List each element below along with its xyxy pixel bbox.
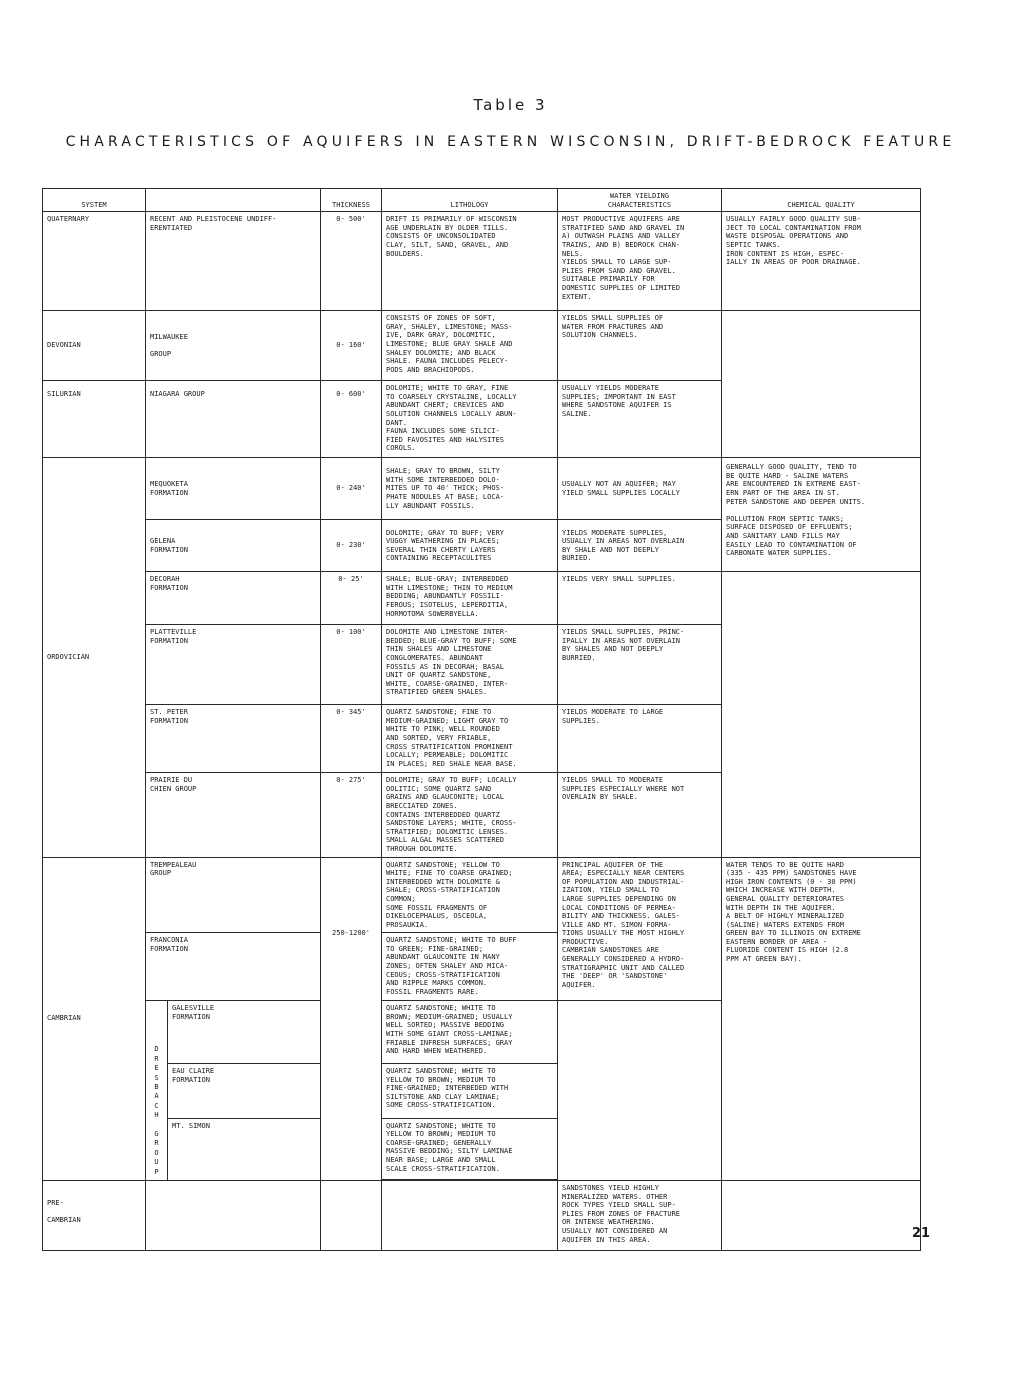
system-cell: CAMBRIAN bbox=[43, 857, 146, 1180]
header-row bbox=[43, 189, 921, 212]
header-unit bbox=[146, 189, 321, 212]
unit-cell: MILWAUKEE GROUP bbox=[146, 311, 321, 381]
chemical-cell: WATER TENDS TO BE QUITE HARD (335 - 435 PPM) SANDSTONES HAVE HIGH IRON CONTENTS (0 - 30 PPM) WHICH INCREASE WITH DEPTH. GENERAL QUALITY DETERIORATES WITH DEPTH IN THE AQUIFER. A BELT OF HIGHLY MINERALIZED (SALINE) WATERS EXTENDS FROM GREEN BAY TO ILLINOIS ON EXTREME EASTERN BORDER OF AREA - FLUORIDE CONTENT IS HIGH (2.8 PPM AT GREEN BAY). bbox=[722, 857, 921, 1180]
table-number: Table 3 bbox=[473, 96, 548, 114]
table-title: CHARACTERISTICS OF AQUIFERS IN EASTERN WISCONSIN, DRIFT-BEDROCK FEATURE bbox=[65, 134, 956, 150]
system-cell: PRE- CAMBRIAN bbox=[43, 1180, 146, 1250]
thickness-cell: 0- 230' bbox=[321, 520, 382, 572]
table-row bbox=[43, 1180, 921, 1250]
thickness-cell: 0- 500' bbox=[321, 212, 382, 311]
water-cell: PRINCIPAL AQUIFER OF THE AREA; ESPECIALLY NEAR CENTERS OF POPULATION AND INDUSTRIAL- IZATION. YIELD SMALL TO LARGE SUPPLIES DEPENDING ON LOCAL CONDITIONS OF PERMEA- BILITY AND THICKNESS. GALES- VILLE AND MT. SIMON FORMA- TIONS USUALLY THE MOST HIGHLY PRODUCTIVE. CAMBRIAN SANDSTONES ARE GENERALLY CONSIDERED A HYDRO- STRATIGRAPHIC UNIT AND CALLED THE 'DEEP' OR 'SANDSTONE' AQUIFER. bbox=[558, 857, 722, 1001]
table-row bbox=[43, 458, 921, 520]
header-thickness: THICKNESS bbox=[321, 189, 382, 212]
water-cell: USUALLY NOT AN AQUIFER; MAY YIELD SMALL SUPPLIES LOCALLY bbox=[558, 458, 722, 520]
thickness-cell: 250-1200' bbox=[321, 857, 382, 1180]
table-row bbox=[43, 212, 921, 311]
system-cell: ORDOVICIAN bbox=[43, 458, 146, 857]
lithology-cell: DOLOMITE; GRAY TO BUFF; LOCALLY OOLITIC; SOME QUARTZ SAND GRAINS AND GLAUCONITE; LOCAL BRECCIATED ZONES. CONTAINS INTERBEDDED QUARTZ SANDSTONE LAYERS; WHITE, CROSS- STRATIFIED; DOLOMITIC LENSES. SMALL ALGAL MASSES SCATTERED THROUGH DOLOMITE. bbox=[382, 773, 558, 857]
unit-cell: EAU CLAIRE FORMATION bbox=[168, 1064, 321, 1118]
thickness-cell: 0- 100' bbox=[321, 625, 382, 705]
aquifer-table bbox=[42, 188, 921, 1251]
water-cell: YIELDS SMALL SUPPLIES, PRINC- IPALLY IN AREAS NOT OVERLAIN BY SHALES AND NOT DEEPLY BURRIED. bbox=[558, 625, 722, 705]
chemical-cell bbox=[722, 572, 921, 857]
header-water-yielding: WATER YIELDING CHARACTERISTICS bbox=[558, 189, 722, 212]
thickness-cell: 0- 240' bbox=[321, 458, 382, 520]
unit-cell: PLATTEVILLE FORMATION bbox=[146, 625, 321, 705]
header-lithology: LITHOLOGY bbox=[382, 189, 558, 212]
lithology-cell: DOLOMITE; GRAY TO BUFF; VERY VUGGY WEATHERING IN PLACES; SEVERAL THIN CHERTY LAYERS CONTAINING RECEPTACULITES bbox=[382, 520, 558, 572]
lithology-cell: QUARTZ SANDSTONE; WHITE TO YELLOW TO BROWN; MEDIUM TO FINE-GRAINED; INTERBEDED WITH SILTSTONE AND CLAY LAMINAE; SOME CROSS-STRATIFICATION. bbox=[382, 1064, 558, 1118]
water-cell: YIELDS MODERATE SUPPLIES, USUALLY IN AREAS NOT OVERLAIN BY SHALE AND NOT DEEPLY BURIED. bbox=[558, 520, 722, 572]
lithology-cell: SHALE; GRAY TO BROWN, SILTY WITH SOME INTERBEDDED DOLO- MITES UP TO 40' THICK; PHOS- PHATE NODULES AT BASE; LOCA- LLY ABUNDANT FOSSILS. bbox=[382, 458, 558, 520]
water-cell: YIELDS SMALL TO MODERATE SUPPLIES ESPECIALLY WHERE NOT OVERLAIN BY SHALE. bbox=[558, 773, 722, 857]
header-chemical-quality: CHEMICAL QUALITY bbox=[722, 189, 921, 212]
lithology-cell: DOLOMITE AND LIMESTONE INTER- BEDDED; BLUE-GRAY TO BUFF; SOME THIN SHALES AND LIMESTONE CONGLOMERATES. ABUNDANT FOSSILS AS IN DECORAH; BASAL UNIT OF QUARTZ SANDSTONE, WHITE, COARSE-GRAINED, INTER- STRATIFIED GREEN SHALES. bbox=[382, 625, 558, 705]
unit-cell: FRANCONIA FORMATION bbox=[146, 933, 321, 1001]
page-number: 21 bbox=[912, 1226, 931, 1241]
lithology-cell: DRIFT IS PRIMARILY OF WISCONSIN AGE UNDERLAIN BY OLDER TILLS. CONSISTS OF UNCONSOLIDATED CLAY, SILT, SAND, GRAVEL, AND BOULDERS. bbox=[382, 212, 558, 311]
thickness-cell bbox=[321, 1180, 382, 1250]
thickness-cell: 0- 345' bbox=[321, 705, 382, 773]
unit-cell: DECORAH FORMATION bbox=[146, 572, 321, 625]
dresbach-group-label: D R E S B A C H G R O U P bbox=[146, 1001, 168, 1181]
lithology-cell bbox=[382, 1180, 558, 1250]
water-cell: YIELDS VERY SMALL SUPPLIES. bbox=[558, 572, 722, 625]
header-system: SYSTEM bbox=[43, 189, 146, 212]
water-cell: YIELDS MODERATE TO LARGE SUPPLIES. bbox=[558, 705, 722, 773]
water-cell: USUALLY YIELDS MODERATE SUPPLIES; IMPORTANT IN EAST WHERE SANDSTONE AQUIFER IS SALINE. bbox=[558, 381, 722, 458]
chemical-cell: GENERALLY GOOD QUALITY, TEND TO BE QUITE HARD - SALINE WATERS ARE ENCOUNTERED IN EXTREME EAST- ERN PART OF THE AREA IN ST. PETER SANDSTONE AND DEEPER UNITS. POLLUTION FROM SEPTIC TANKS; SURFACE DISPOSED OF EFFLUENTS; AND SANITARY LAND FILLS MAY EASILY LEAD TO CONTAMINATION OF CARBONATE WATER SUPPLIES. bbox=[722, 458, 921, 572]
thickness-cell: 0- 25' bbox=[321, 572, 382, 625]
lithology-cell: QUARTZ SANDSTONE; FINE TO MEDIUM-GRAINED; LIGHT GRAY TO WHITE TO PINK; WELL ROUNDED AND SORTED, VERY FRIABLE, CROSS STRATIFICATION PROMINENT LOCALLY; PERMEABLE; DOLOMITIC IN PLACES; RED SHALE NEAR BASE. bbox=[382, 705, 558, 773]
water-cell: YIELDS SMALL SUPPLIES OF WATER FROM FRACTURES AND SOLUTION CHANNELS. bbox=[558, 311, 722, 381]
water-cell: SANDSTONES YIELD HIGHLY MINERALIZED WATERS. OTHER ROCK TYPES YIELD SMALL SUP- PLIES FROM ZONES OF FRACTURE OR INTENSE WEATHERING. USUALLY NOT CONSIDERED AN AQUIFER IN THIS AREA. bbox=[558, 1180, 722, 1250]
unit-cell: TREMPEALEAU GROUP bbox=[146, 857, 321, 933]
table-row bbox=[43, 572, 921, 625]
system-cell: SILURIAN bbox=[43, 381, 146, 458]
lithology-cell: QUARTZ SANDSTONE; YELLOW TO WHITE; FINE TO COARSE GRAINED; INTERBEDDED WITH DOLOMITE & SHALE; CROSS-STRATIFICATION COMMON; SOME FOSSIL FRAGMENTS OF DIKELOCEPHALUS, OSCEOLA, PROSAUKIA. bbox=[382, 857, 558, 933]
unit-cell bbox=[146, 1180, 321, 1250]
unit-cell: MEQUOKETA FORMATION bbox=[146, 458, 321, 520]
lithology-cell: DOLOMITE; WHITE TO GRAY, FINE TO COARSELY CRYSTALINE, LOCALLY ABUNDANT CHERT; CREVICES AND SOLUTION CHANNELS LOCALLY ABUN- DANT. FAUNA INCLUDES SOME SILICI- FIED FAVOSITES AND HALYSITES COROLS. bbox=[382, 381, 558, 458]
system-cell: DEVONIAN bbox=[43, 311, 146, 381]
water-cell bbox=[558, 1001, 722, 1181]
system-cell: QUATERNARY bbox=[43, 212, 146, 311]
thickness-cell: 0- 160' bbox=[321, 311, 382, 381]
unit-cell: NIAGARA GROUP bbox=[146, 381, 321, 458]
unit-cell: RECENT AND PLEISTOCENE UNDIFF- ERENTIATED bbox=[146, 212, 321, 311]
table-row bbox=[43, 857, 921, 933]
unit-cell: ST. PETER FORMATION bbox=[146, 705, 321, 773]
lithology-cell: QUARTZ SANDSTONE; WHITE TO BROWN; MEDIUM-GRAINED; USUALLY WELL SORTED; MASSIVE BEDDING WITH SOME GIANT CROSS-LAMINAE; FRIABLE INFRESH SURFACES; GRAY AND HARD WHEN WEATHERED. bbox=[382, 1001, 558, 1064]
unit-cell: GALESVILLE FORMATION bbox=[168, 1001, 321, 1064]
lithology-cell: CONSISTS OF ZONES OF SOFT, GRAY, SHALEY, LIMESTONE; MASS- IVE, DARK GRAY, DOLOMITIC, LIMESTONE; BLUE GRAY SHALE AND SHALEY DOLOMITE; AND BLACK SHALE. FAUNA INCLUDES PELECY- PODS AND BRACHIOPODS. bbox=[382, 311, 558, 381]
thickness-cell: 0- 600' bbox=[321, 381, 382, 458]
unit-cell: GELENA FORMATION bbox=[146, 520, 321, 572]
unit-cell: MT. SIMON bbox=[168, 1118, 321, 1179]
table-row bbox=[43, 311, 921, 381]
chemical-cell bbox=[722, 311, 921, 458]
lithology-cell: QUARTZ SANDSTONE; WHITE TO YELLOW TO BROWN; MEDIUM TO COARSE-GRAINED; GENERALLY MASSIVE BEDDING; SILTY LAMINAE NEAR BASE; LARGE AND SMALL SCALE CROSS-STRATIFICATION. bbox=[382, 1118, 558, 1179]
chemical-cell bbox=[722, 1180, 921, 1250]
unit-cell: PRAIRIE DU CHIEN GROUP bbox=[146, 773, 321, 857]
thickness-cell: 0- 275' bbox=[321, 773, 382, 857]
lithology-cell: QUARTZ SANDSTONE; WHITE TO BUFF TO GREEN; FINE-GRAINED; ABUNDANT GLAUCONITE IN MANY ZONES; OFTEN SHALEY AND MICA- CEOUS; CROSS-STRATIFICATION AND RIPPLE MARKS COMMON. FOSSIL FRAGMENTS RARE. bbox=[382, 933, 558, 1001]
water-cell: MOST PRODUCTIVE AQUIFERS ARE STRATIFIED SAND AND GRAVEL IN A) OUTWASH PLAINS AND VALLEY TRAINS, AND B) BEDROCK CHAN- NELS. YIELDS SMALL TO LARGE SUP- PLIES FROM SAND AND GRAVEL. SUITABLE PRIMARILY FOR DOMESTIC SUPPLIES OF LIMITED EXTENT. bbox=[558, 212, 722, 311]
lithology-cell: SHALE; BLUE-GRAY; INTERBEDDED WITH LIMESTONE; THIN TO MEDIUM BEDDING; ABUNDANTLY FOSSILI- FEROUS; ISOTELUS, LEPERDITIA, HORMOTOMA SOWERBYELLA. bbox=[382, 572, 558, 625]
chemical-cell: USUALLY FAIRLY GOOD QUALITY SUB- JECT TO LOCAL CONTAMINATION FROM WASTE DISPOSAL OPERATIONS AND SEPTIC TANKS. IRON CONTENT IS HIGH, ESPEC- IALLY IN AREAS OF POOR DRAINAGE. bbox=[722, 212, 921, 311]
